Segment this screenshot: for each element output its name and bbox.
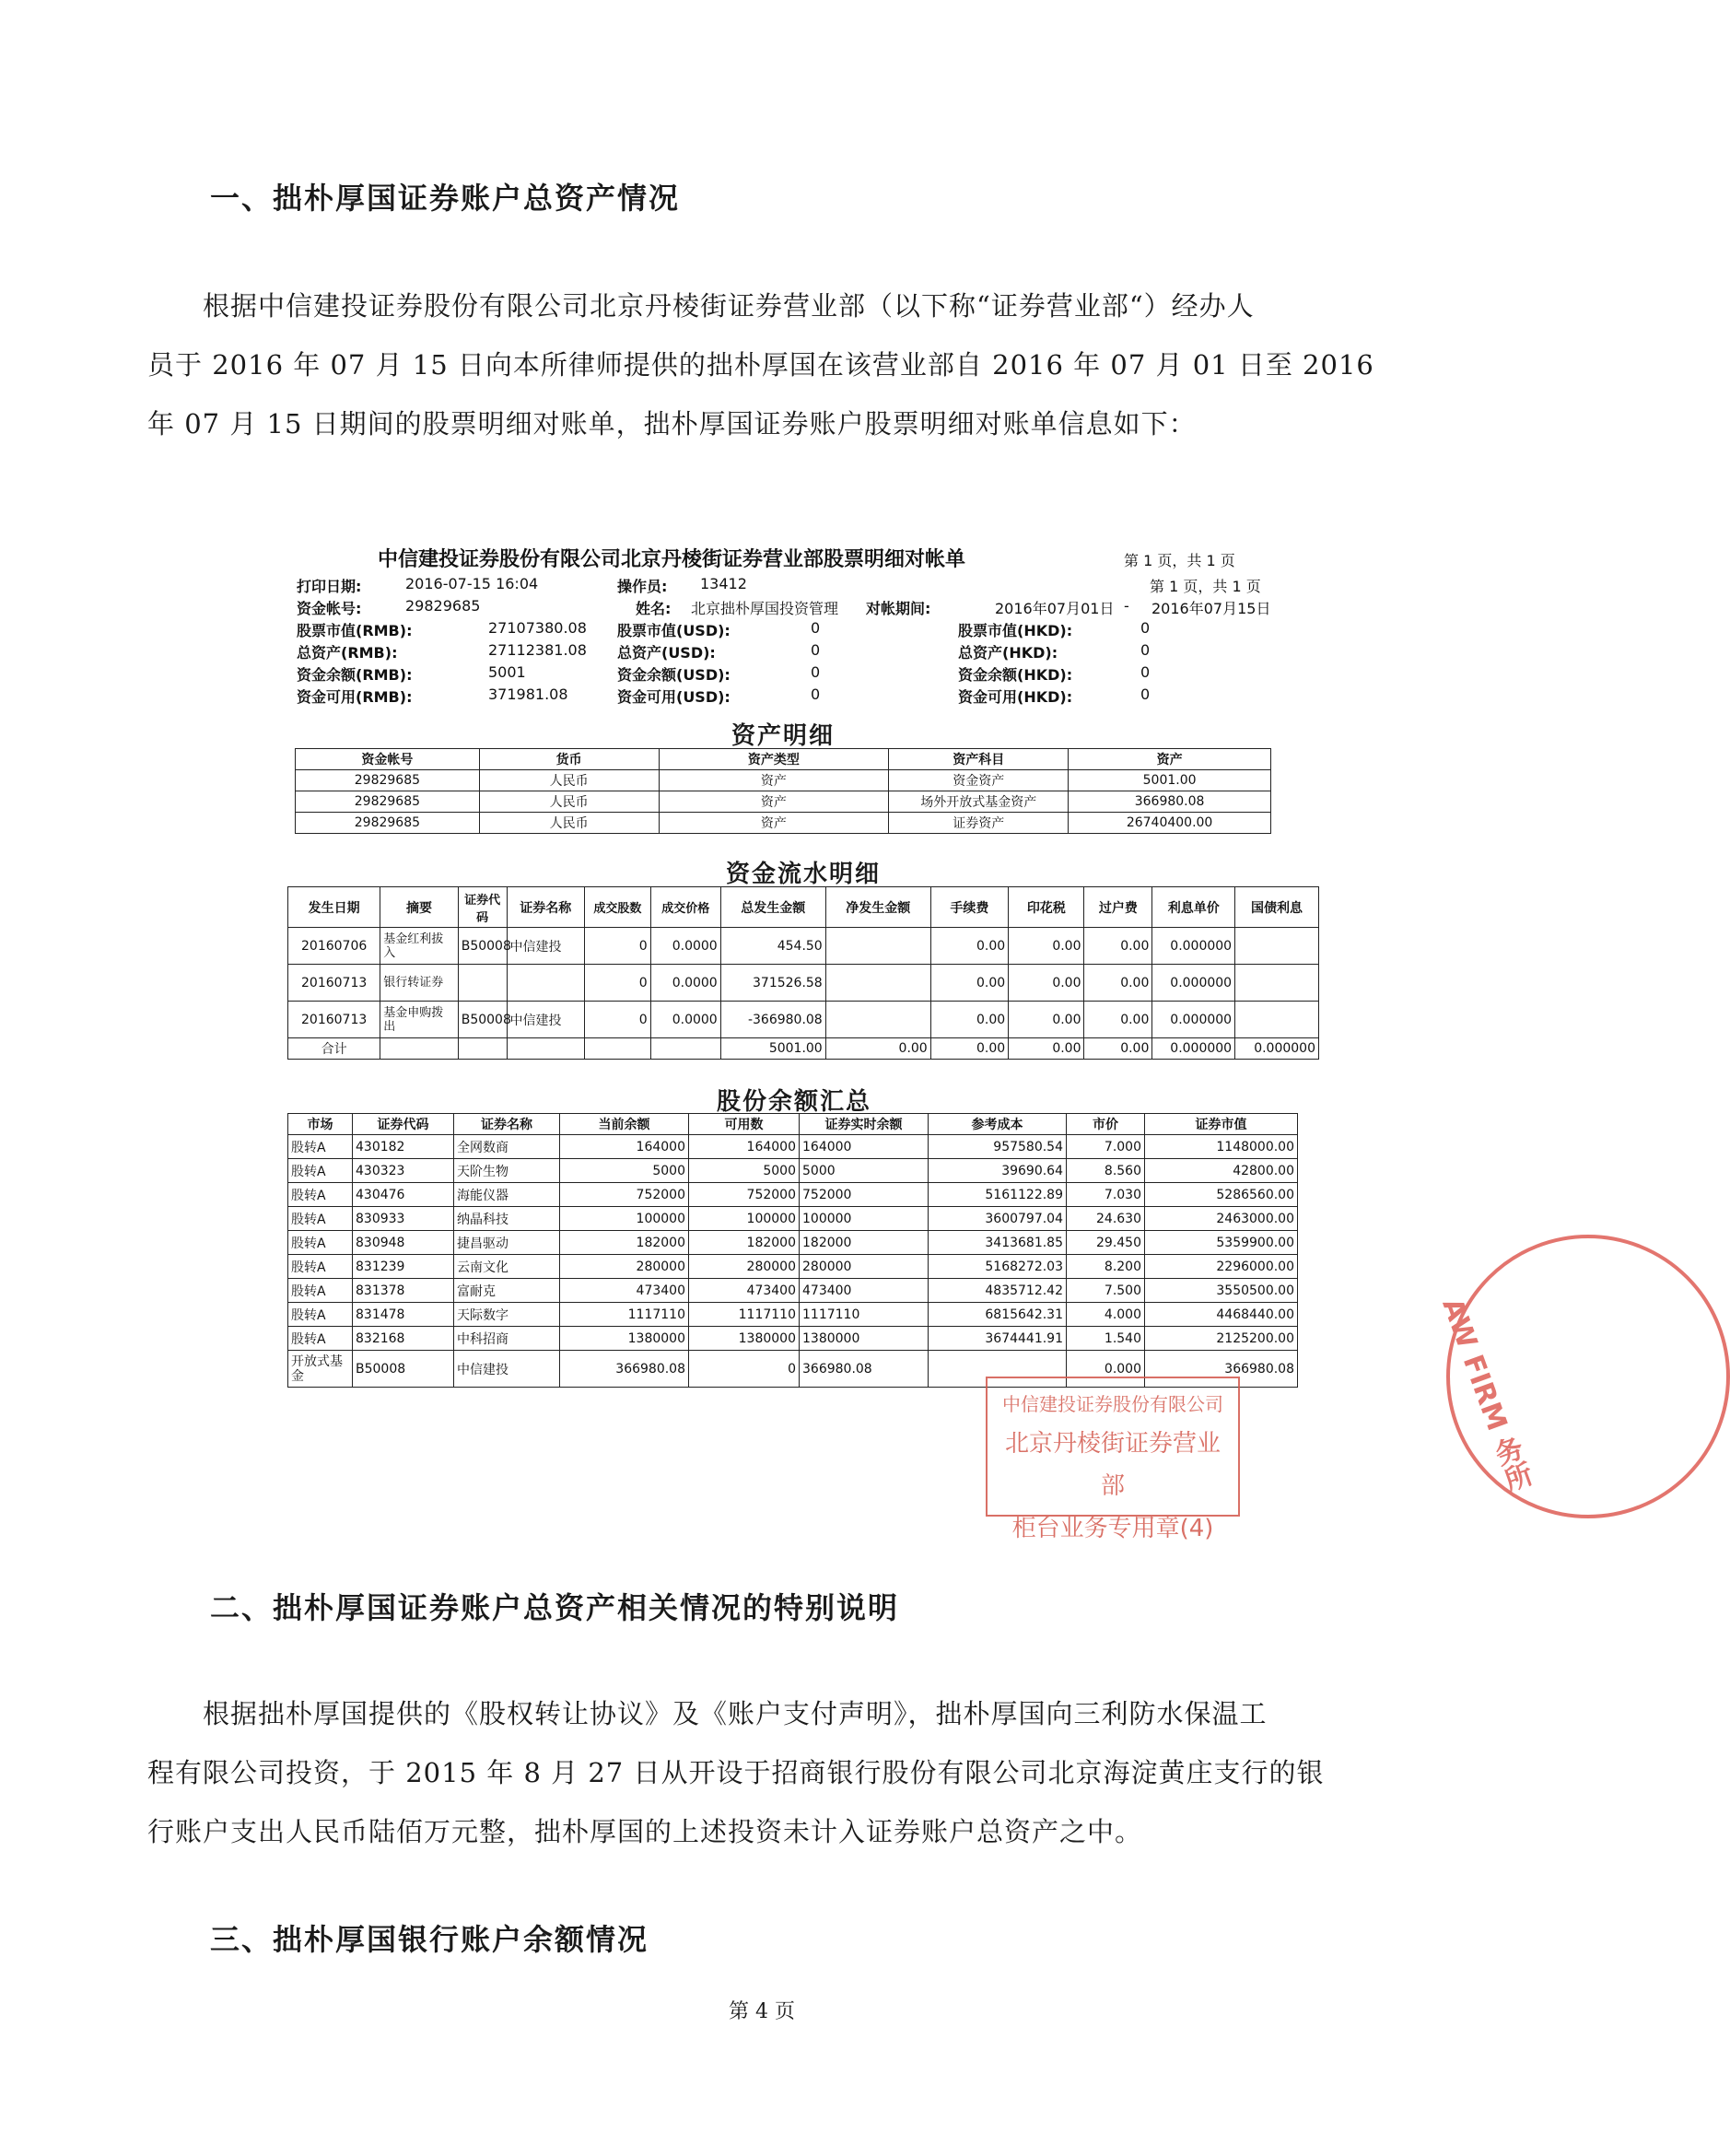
cashflow-header-row: [288, 887, 1319, 928]
table-cell: 银行转证券: [380, 965, 458, 1002]
section1-heading: 一、拙朴厚国证券账户总资产情况: [210, 181, 681, 216]
summary-label-hkd: 资金可用(HKD):: [958, 688, 1073, 706]
table-cell: 0.00: [1009, 1002, 1084, 1038]
table-cell: 164000: [689, 1135, 800, 1159]
table-cell: 430182: [353, 1135, 454, 1159]
section1-line-2: 员于 2016 年 07 月 15 日向本所律师提供的拙朴厚国在该营业部自 2016 年 07 月 01 日至 2016: [147, 349, 1374, 381]
print-date: 2016-07-15 16:04: [405, 575, 539, 592]
table-cell: 473400: [800, 1279, 929, 1303]
table-cell: [1235, 928, 1319, 965]
table-cell: 7.000: [1067, 1135, 1145, 1159]
table-row: [288, 1327, 1298, 1351]
table-cell: 182000: [800, 1231, 929, 1255]
table-cell: 人民币: [479, 770, 659, 791]
table-cell: 股转A: [288, 1279, 353, 1303]
table-cell: 6815642.31: [929, 1303, 1067, 1327]
table-cell: 752000: [689, 1183, 800, 1207]
summary-row: [276, 685, 1308, 708]
table-cell: 39690.64: [929, 1159, 1067, 1183]
summary-row: [276, 619, 1308, 641]
statement-page-info-2: 第 1 页，共 1 页: [1150, 578, 1261, 595]
summary-block: [276, 619, 1308, 708]
table-cell: 1380000: [689, 1327, 800, 1351]
table-cell: 29829685: [296, 770, 480, 791]
name-label: 姓名:: [636, 600, 672, 617]
assets-header: 资产科目: [889, 749, 1069, 770]
table-cell: 182000: [560, 1231, 689, 1255]
cashflow-header: 利息单价: [1152, 887, 1235, 928]
holdings-header: 证券市值: [1145, 1114, 1298, 1135]
section2-paragraph: [147, 1684, 1391, 1861]
summary-value-hkd: 0: [1140, 663, 1151, 681]
table-cell: 资产: [659, 791, 889, 813]
table-cell: [380, 1038, 458, 1060]
table-cell: 831478: [353, 1303, 454, 1327]
table-cell: 人民币: [479, 813, 659, 834]
cashflow-header: 净发生金额: [825, 887, 930, 928]
table-cell: 830948: [353, 1231, 454, 1255]
section2-line-1: 根据拙朴厚国提供的《股权转让协议》及《账户支付声明》，拙朴厚国向三利防水保温工: [203, 1698, 1268, 1729]
statement-title: 中信建投证券股份有限公司北京丹棱街证券营业部股票明细对帐单: [378, 548, 966, 571]
cashflow-header: 印花税: [1009, 887, 1084, 928]
table-cell: 0.0000: [650, 1002, 720, 1038]
seal-text: AW FIRM 务所: [1435, 1294, 1536, 1496]
summary-row: [276, 663, 1308, 685]
assets-header-row: [296, 749, 1271, 770]
summary-value-usd: 0: [811, 641, 821, 659]
statement: [276, 544, 1308, 708]
table-cell: 0.000000: [1235, 1038, 1319, 1060]
table-cell: [1235, 1002, 1319, 1038]
table-cell: 5000: [560, 1159, 689, 1183]
section2-line-3: 行账户支出人民币陆佰万元整，拙朴厚国的上述投资未计入证券账户总资产之中。: [147, 1816, 1143, 1847]
section3-heading: 三、拙朴厚国银行账户余额情况: [210, 1922, 649, 1957]
table-cell: 4835712.42: [929, 1279, 1067, 1303]
account-label: 资金帐号:: [297, 600, 362, 617]
law-firm-seal: [1435, 1235, 1730, 1518]
table-cell: 2296000.00: [1145, 1255, 1298, 1279]
table-row: [288, 1231, 1298, 1255]
print-date-label: 打印日期:: [297, 578, 362, 595]
table-cell: 资产: [659, 770, 889, 791]
summary-label-usd: 资金余额(USD):: [617, 666, 731, 684]
table-row: [288, 1255, 1298, 1279]
table-cell: [825, 1002, 930, 1038]
table-row: [296, 791, 1271, 813]
table-cell: 280000: [800, 1255, 929, 1279]
table-cell: 0: [584, 928, 650, 965]
account-number: 29829685: [405, 597, 481, 615]
table-cell: 0.00: [1009, 928, 1084, 965]
statement-page-info: 第 1 页，共 1 页: [1124, 552, 1235, 569]
table-cell: 0.000: [1067, 1351, 1145, 1388]
page-number: 第 4 页: [729, 2000, 795, 2023]
table-cell: 371526.58: [720, 965, 825, 1002]
table-cell: 0.000000: [1152, 965, 1235, 1002]
holdings-header: 市场: [288, 1114, 353, 1135]
table-cell: 0.000000: [1152, 1002, 1235, 1038]
table-cell: 股转A: [288, 1255, 353, 1279]
table-cell: 股转A: [288, 1303, 353, 1327]
table-cell: 中信建投: [507, 1002, 584, 1038]
table-cell: 24.630: [1067, 1207, 1145, 1231]
table-cell: 证券资产: [889, 813, 1069, 834]
summary-label-usd: 股票市值(USD):: [617, 622, 731, 639]
summary-label-rmb: 资金余额(RMB):: [297, 666, 413, 684]
table-cell: 5001.00: [720, 1038, 825, 1060]
stamp-line-1: 中信建投证券股份有限公司: [1002, 1393, 1223, 1415]
table-cell: [1235, 965, 1319, 1002]
cashflow-header: 成交股数: [584, 887, 650, 928]
summary-label-rmb: 资金可用(RMB):: [297, 688, 413, 706]
table-cell: 3550500.00: [1145, 1279, 1298, 1303]
table-cell: 29829685: [296, 791, 480, 813]
table-cell: 830933: [353, 1207, 454, 1231]
table-cell: 752000: [560, 1183, 689, 1207]
table-cell: 831239: [353, 1255, 454, 1279]
table-cell: 20160706: [288, 928, 380, 965]
table-cell: 天际数字: [454, 1303, 560, 1327]
table-cell: 股转A: [288, 1159, 353, 1183]
table-cell: 957580.54: [929, 1135, 1067, 1159]
table-cell: 全网数商: [454, 1135, 560, 1159]
summary-value-rmb: 371981.08: [488, 685, 568, 703]
table-cell: 股转A: [288, 1183, 353, 1207]
cashflow-header: 成交价格: [650, 887, 720, 928]
table-cell: 4468440.00: [1145, 1303, 1298, 1327]
table-cell: 430323: [353, 1159, 454, 1183]
table-cell: B50008: [458, 928, 507, 965]
table-cell: 人民币: [479, 791, 659, 813]
account-name: 北京拙朴厚国投资管理: [691, 600, 839, 617]
table-cell: [507, 1038, 584, 1060]
table-cell: B50008: [353, 1351, 454, 1388]
table-cell: 26740400.00: [1069, 813, 1271, 834]
table-cell: -366980.08: [720, 1002, 825, 1038]
holdings-header-row: [288, 1114, 1298, 1135]
table-cell: 1380000: [800, 1327, 929, 1351]
cashflow-title: 资金流水明细: [725, 861, 881, 888]
table-cell: 0.00: [1009, 1038, 1084, 1060]
table-cell: 0.00: [1009, 965, 1084, 1002]
assets-header: 资产: [1069, 749, 1271, 770]
summary-value-rmb: 27107380.08: [488, 619, 587, 637]
table-cell: 股转A: [288, 1207, 353, 1231]
table-cell: 资金资产: [889, 770, 1069, 791]
table-row: [288, 1183, 1298, 1207]
summary-value-rmb: 27112381.08: [488, 641, 587, 659]
table-row: [288, 1303, 1298, 1327]
table-cell: 100000: [800, 1207, 929, 1231]
table-cell: 中科招商: [454, 1327, 560, 1351]
table-cell: 中信建投: [507, 928, 584, 965]
assets-header: 资金帐号: [296, 749, 480, 770]
table-cell: 天阶生物: [454, 1159, 560, 1183]
holdings-title: 股份余额汇总: [716, 1088, 871, 1116]
table-cell: 0.00: [1084, 928, 1152, 965]
table-cell: 366980.08: [1145, 1351, 1298, 1388]
table-cell: 基金红利拔入: [380, 928, 458, 965]
table-cell: 430476: [353, 1183, 454, 1207]
table-cell: 合计: [288, 1038, 380, 1060]
table-cell: [650, 1038, 720, 1060]
cashflow-header: 证券代码: [458, 887, 507, 928]
table-cell: [825, 928, 930, 965]
stamp-line-2: 北京丹棱街证券营业部: [1004, 1430, 1221, 1500]
table-cell: 280000: [689, 1255, 800, 1279]
table-cell: 29.450: [1067, 1231, 1145, 1255]
holdings-header: 证券代码: [353, 1114, 454, 1135]
table-cell: 捷昌驱动: [454, 1231, 560, 1255]
table-cell: 场外开放式基金资产: [889, 791, 1069, 813]
assets-table: [295, 748, 1271, 834]
table-cell: 0.00: [1084, 965, 1152, 1002]
table-cell: 7.030: [1067, 1183, 1145, 1207]
cashflow-header: 国债利息: [1235, 887, 1319, 928]
table-cell: 832168: [353, 1327, 454, 1351]
holdings-header: 当前余额: [560, 1114, 689, 1135]
holdings-header: 市价: [1067, 1114, 1145, 1135]
table-cell: 7.500: [1067, 1279, 1145, 1303]
table-cell: 8.560: [1067, 1159, 1145, 1183]
period-to: 2016年07月15日: [1151, 600, 1271, 617]
table-row: [288, 1135, 1298, 1159]
table-cell: 0.000000: [1152, 1038, 1235, 1060]
summary-value-usd: 0: [811, 685, 821, 703]
period-from: 2016年07月01日: [995, 600, 1115, 617]
table-cell: 1117110: [689, 1303, 800, 1327]
table-cell: 164000: [800, 1135, 929, 1159]
table-cell: 164000: [560, 1135, 689, 1159]
assets-header: 货币: [479, 749, 659, 770]
table-cell: 5359900.00: [1145, 1231, 1298, 1255]
table-cell: 20160713: [288, 965, 380, 1002]
table-cell: 0.00: [930, 965, 1008, 1002]
table-cell: [584, 1038, 650, 1060]
table-cell: 5161122.89: [929, 1183, 1067, 1207]
operator: 13412: [700, 575, 747, 592]
table-cell: 0.00: [930, 928, 1008, 965]
table-cell: 3413681.85: [929, 1231, 1067, 1255]
table-cell: 5168272.03: [929, 1255, 1067, 1279]
table-cell: 5286560.00: [1145, 1183, 1298, 1207]
table-cell: 5001.00: [1069, 770, 1271, 791]
table-cell: 473400: [689, 1279, 800, 1303]
table-cell: 182000: [689, 1231, 800, 1255]
cashflow-header: 手续费: [930, 887, 1008, 928]
table-cell: B50008: [458, 1002, 507, 1038]
table-cell: 752000: [800, 1183, 929, 1207]
table-cell: 纳晶科技: [454, 1207, 560, 1231]
table-cell: 3674441.91: [929, 1327, 1067, 1351]
summary-row: [276, 641, 1308, 663]
summary-label-usd: 总资产(USD):: [617, 644, 716, 662]
table-cell: 5000: [689, 1159, 800, 1183]
summary-label-usd: 资金可用(USD):: [617, 688, 731, 706]
cashflow-header: 摘要: [380, 887, 458, 928]
period-separator: -: [1124, 597, 1129, 615]
table-cell: 1380000: [560, 1327, 689, 1351]
table-cell: 473400: [560, 1279, 689, 1303]
period-label: 对帐期间:: [866, 600, 931, 617]
summary-value-hkd: 0: [1140, 641, 1151, 659]
table-cell: 基金申购拨出: [380, 1002, 458, 1038]
holdings-header: 证券实时余额: [800, 1114, 929, 1135]
table-cell: 366980.08: [1069, 791, 1271, 813]
stamp-line-3: 柜台业务专用章(4): [1011, 1515, 1214, 1542]
summary-label-rmb: 总资产(RMB):: [297, 644, 398, 662]
holdings-header: 可用数: [689, 1114, 800, 1135]
table-cell: [458, 965, 507, 1002]
table-row: [288, 1207, 1298, 1231]
table-cell: [458, 1038, 507, 1060]
table-row: [288, 1002, 1319, 1038]
table-cell: 831378: [353, 1279, 454, 1303]
table-cell: 开放式基金: [288, 1351, 353, 1388]
table-cell: 366980.08: [560, 1351, 689, 1388]
table-total-row: [288, 1038, 1319, 1060]
table-cell: 股转A: [288, 1327, 353, 1351]
table-cell: 3600797.04: [929, 1207, 1067, 1231]
section1-paragraph: [147, 276, 1391, 453]
business-stamp: [986, 1377, 1240, 1542]
table-cell: 资产: [659, 813, 889, 834]
table-cell: 云南文化: [454, 1255, 560, 1279]
table-cell: 中信建投: [454, 1351, 560, 1388]
holdings-header: 参考成本: [929, 1114, 1067, 1135]
table-cell: 20160713: [288, 1002, 380, 1038]
table-cell: 0.000000: [1152, 928, 1235, 965]
summary-label-hkd: 资金余额(HKD):: [958, 666, 1073, 684]
summary-value-hkd: 0: [1140, 619, 1151, 637]
table-cell: 1148000.00: [1145, 1135, 1298, 1159]
table-cell: 2463000.00: [1145, 1207, 1298, 1231]
table-cell: 5000: [800, 1159, 929, 1183]
table-cell: 100000: [560, 1207, 689, 1231]
table-cell: 8.200: [1067, 1255, 1145, 1279]
table-row: [288, 928, 1319, 965]
section2-line-2: 程有限公司投资，于 2015 年 8 月 27 日从开设于招商银行股份有限公司北京海淀黄庄支行的银: [147, 1757, 1325, 1788]
cashflow-header: 证券名称: [507, 887, 584, 928]
table-cell: 海能仪器: [454, 1183, 560, 1207]
summary-label-rmb: 股票市值(RMB):: [297, 622, 413, 639]
table-cell: 0: [584, 965, 650, 1002]
table-cell: 富耐克: [454, 1279, 560, 1303]
table-cell: 1.540: [1067, 1327, 1145, 1351]
table-cell: 0: [689, 1351, 800, 1388]
table-cell: 280000: [560, 1255, 689, 1279]
section1-line-1: 根据中信建投证券股份有限公司北京丹棱街证券营业部（以下称“证券营业部“）经办人: [203, 290, 1255, 322]
cashflow-header: 总发生金额: [720, 887, 825, 928]
summary-value-rmb: 5001: [488, 663, 526, 681]
table-cell: 0.00: [930, 1038, 1008, 1060]
operator-label: 操作员:: [617, 578, 668, 595]
table-cell: 42800.00: [1145, 1159, 1298, 1183]
table-cell: 股转A: [288, 1135, 353, 1159]
table-row: [288, 1279, 1298, 1303]
cashflow-header: 过户费: [1084, 887, 1152, 928]
table-cell: 0.00: [825, 1038, 930, 1060]
summary-value-usd: 0: [811, 619, 821, 637]
summary-value-usd: 0: [811, 663, 821, 681]
holdings-table: [287, 1113, 1298, 1388]
table-cell: 0.00: [1084, 1038, 1152, 1060]
table-row: [288, 965, 1319, 1002]
assets-header: 资产类型: [659, 749, 889, 770]
table-cell: [507, 965, 584, 1002]
table-row: [296, 770, 1271, 791]
table-cell: [825, 965, 930, 1002]
table-cell: 股转A: [288, 1231, 353, 1255]
table-cell: 0.0000: [650, 928, 720, 965]
section2-heading: 二、拙朴厚国证券账户总资产相关情况的特别说明: [210, 1590, 900, 1625]
table-row: [296, 813, 1271, 834]
table-cell: 100000: [689, 1207, 800, 1231]
section1-line-3: 年 07 月 15 日期间的股票明细对账单，拙朴厚国证券账户股票明细对账单信息如下：: [147, 408, 1197, 439]
table-cell: 366980.08: [800, 1351, 929, 1388]
table-cell: 1117110: [800, 1303, 929, 1327]
table-row: [288, 1159, 1298, 1183]
table-cell: 454.50: [720, 928, 825, 965]
cashflow-header: 发生日期: [288, 887, 380, 928]
table-cell: 0.00: [1084, 1002, 1152, 1038]
summary-value-hkd: 0: [1140, 685, 1151, 703]
holdings-header: 证券名称: [454, 1114, 560, 1135]
table-cell: 0.00: [930, 1002, 1008, 1038]
table-cell: 0: [584, 1002, 650, 1038]
summary-label-hkd: 总资产(HKD):: [958, 644, 1058, 662]
assets-title: 资产明细: [731, 722, 835, 750]
table-cell: 0.0000: [650, 965, 720, 1002]
cashflow-table: [287, 886, 1319, 1060]
table-cell: 2125200.00: [1145, 1327, 1298, 1351]
table-cell: 4.000: [1067, 1303, 1145, 1327]
table-cell: 29829685: [296, 813, 480, 834]
table-cell: 1117110: [560, 1303, 689, 1327]
summary-label-hkd: 股票市值(HKD):: [958, 622, 1073, 639]
